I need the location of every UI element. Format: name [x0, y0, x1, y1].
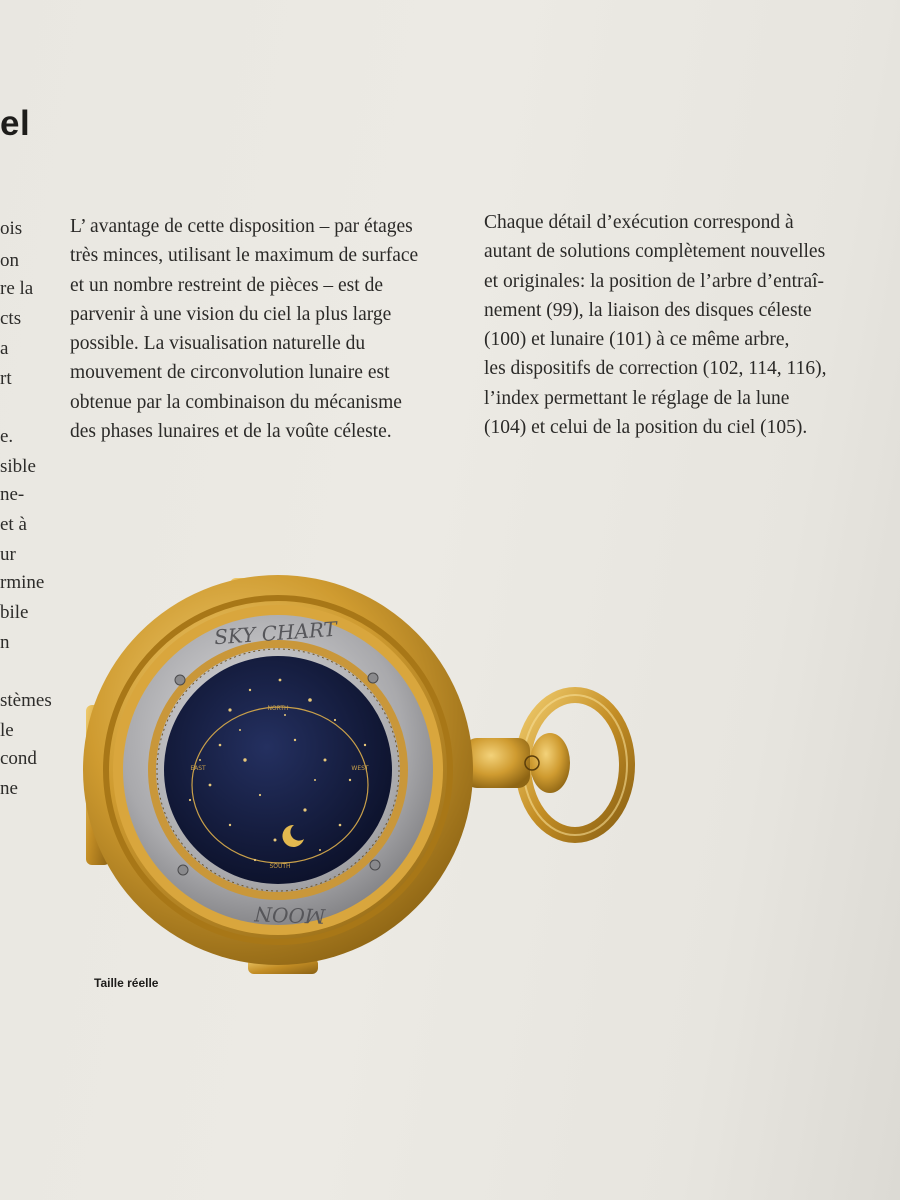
fragment-line: rmine	[0, 572, 45, 593]
pendant	[465, 738, 530, 788]
text-line: mouvement de circonvolution lunaire est	[70, 362, 390, 384]
text-line: des phases lunaires et de la voûte céleste.	[70, 421, 392, 443]
text-line: possible. La visualisation naturelle du	[70, 333, 366, 355]
text-line: l’index permettant le réglage de la lune	[484, 387, 790, 409]
text-line: L’ avantage de cette disposition – par étages	[70, 216, 413, 237]
fragment-line: ne	[0, 778, 18, 799]
fragment-line: cond	[0, 748, 37, 769]
text-line: et un nombre restreint de pièces – est de	[70, 274, 383, 296]
fragment-line: et à	[0, 514, 27, 535]
fragment-line: cts	[0, 308, 22, 329]
compass-south: SOUTH	[269, 863, 291, 870]
text-line: Chaque détail d’exécution correspond à	[484, 212, 794, 233]
fragment-line: le	[0, 720, 14, 741]
compass-west: WEST	[351, 765, 369, 772]
fragment-line: re la	[0, 278, 34, 299]
text-line: et originales: la position de l’arbre d’entraî-	[484, 270, 825, 292]
fragment-line: ur	[0, 544, 16, 565]
pocket-watch-illustration	[80, 570, 650, 980]
compass-north: NORTH	[267, 705, 289, 712]
fragment-line: bile	[0, 602, 29, 623]
fragment-line: n	[0, 632, 10, 653]
text-column-1	[70, 212, 462, 446]
text-line: (100) et lunaire (101) à ce même arbre,	[484, 329, 790, 351]
fragment-line: e.	[0, 426, 14, 447]
fragment-line: rt	[0, 368, 12, 389]
fragment-line: stèmes	[0, 690, 52, 711]
sky-chart-engraving: SKY CHART	[213, 616, 338, 650]
fragment-line: ois	[0, 218, 23, 239]
text-line: les dispositifs de correction (102, 114, 116),	[484, 358, 827, 380]
fragment-line: ne-	[0, 484, 25, 505]
text-line: obtenue par la combinaison du mécanisme	[70, 391, 402, 413]
fragment-line: sible	[0, 456, 36, 477]
fragment-line: a	[0, 338, 9, 359]
crown	[530, 733, 570, 793]
image-caption: Taille réelle	[94, 976, 159, 990]
compass-east: EAST	[190, 765, 206, 772]
text-line: nement (99), la liaison des disques céleste	[484, 299, 812, 321]
fragment-line: on	[0, 250, 19, 271]
text-line: (104) et celui de la position du ciel (105).	[484, 417, 808, 439]
text-line: autant de solutions complètement nouvelles	[484, 241, 826, 263]
text-column-2	[484, 208, 864, 442]
section-heading: el	[0, 104, 31, 143]
text-line: très minces, utilisant le maximum de surface	[70, 245, 419, 267]
moon-engraving: MOON	[254, 901, 326, 929]
text-line: parvenir à une vision du ciel la plus large	[70, 303, 392, 325]
